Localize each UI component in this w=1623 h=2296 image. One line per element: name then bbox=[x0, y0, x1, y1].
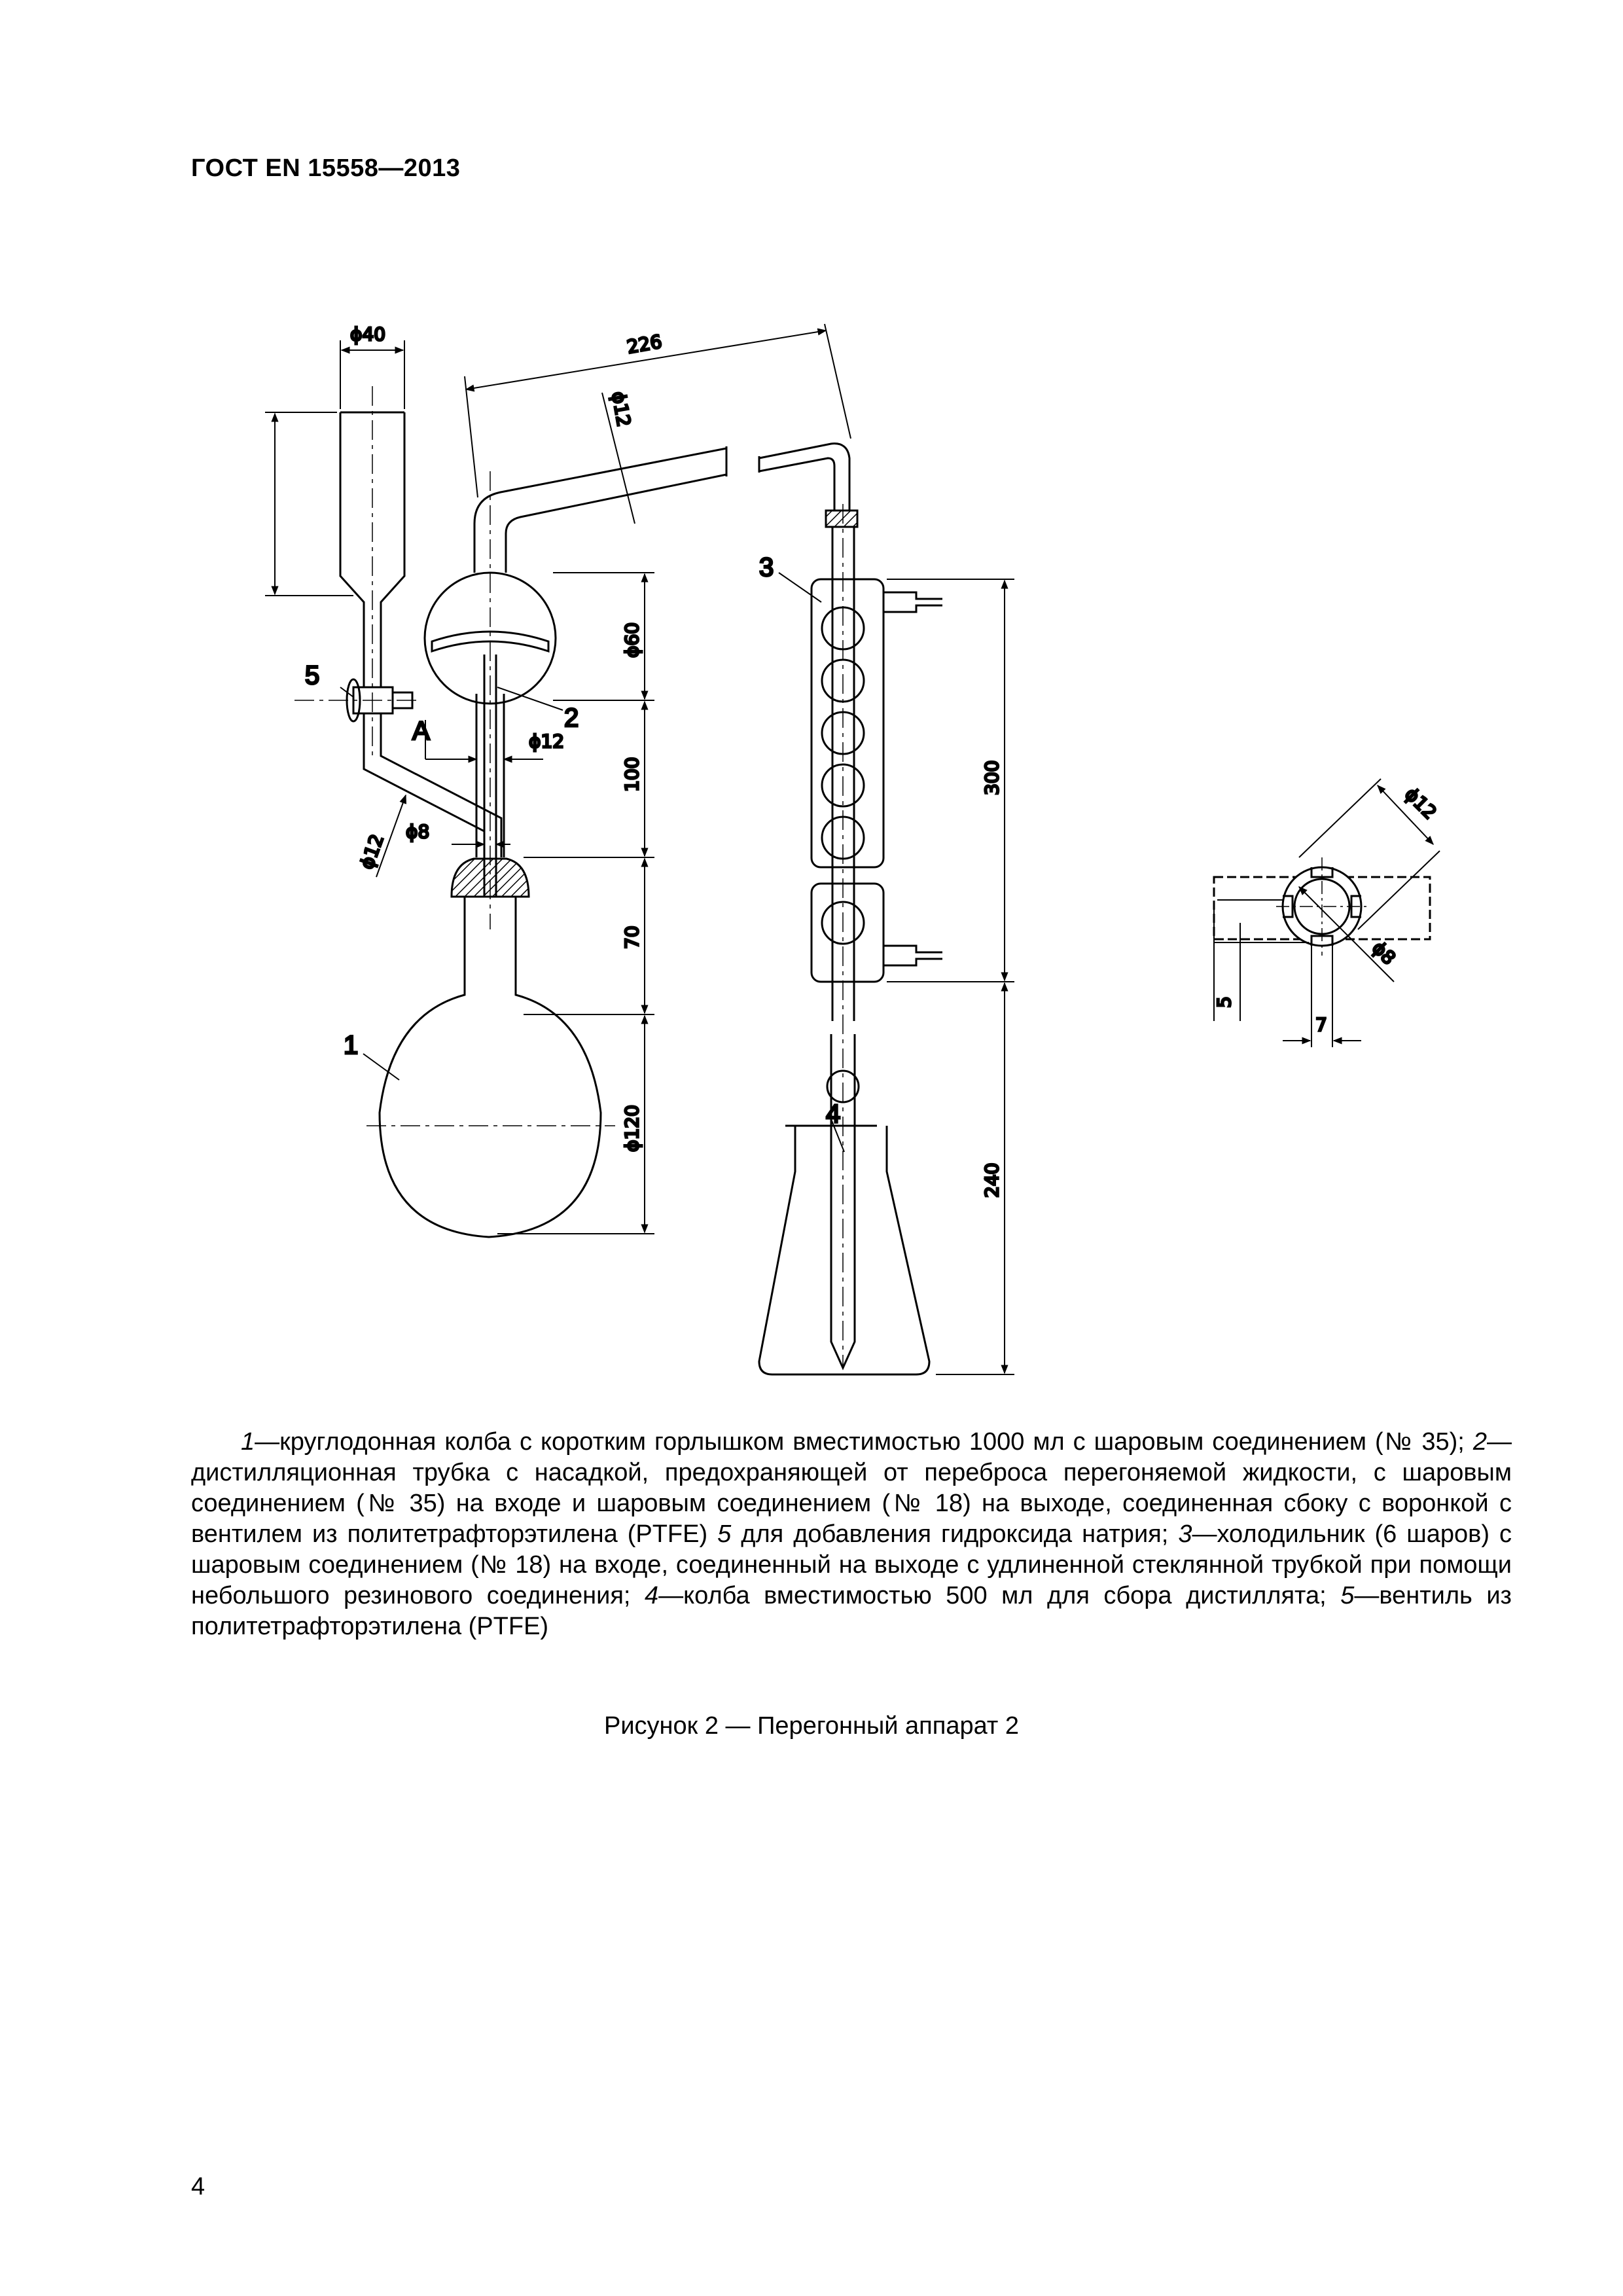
label-d40: ϕ40 bbox=[350, 323, 386, 345]
figure-title: Рисунок 2 — Перегонный аппарат 2 bbox=[603, 1712, 1019, 1740]
dim-funnel-diameter bbox=[265, 340, 404, 596]
receiving-flask bbox=[759, 1034, 929, 1374]
figure-legend bbox=[191, 1427, 1512, 1642]
label-d7-section: 7 bbox=[1315, 1014, 1327, 1035]
legend-text-1: —круглодонная колба с коротким горлышком вместимостью 1000 мл с шаровым соединением (№ 35); bbox=[255, 1428, 1473, 1456]
legend-num-4: 4 bbox=[644, 1582, 659, 1609]
label-d240: 240 bbox=[981, 1162, 1003, 1198]
label-d12-section: ϕ12 bbox=[1400, 783, 1441, 824]
dropping-funnel bbox=[294, 386, 501, 857]
label-d5-section: 5 bbox=[1213, 996, 1235, 1008]
label-d300: 300 bbox=[981, 760, 1003, 795]
callout-3: 3 bbox=[759, 553, 774, 582]
label-d8-section: ϕ8 bbox=[1368, 937, 1400, 969]
callout-2: 2 bbox=[564, 704, 579, 732]
label-d226: 226 bbox=[625, 331, 664, 358]
label-d12-left: ϕ12 bbox=[355, 831, 389, 872]
legend-text-4: —колба вместимостью 500 мл для сбора дистиллята; bbox=[658, 1582, 1341, 1609]
callout-1: 1 bbox=[344, 1031, 359, 1060]
legend-text-2-tail: для добавления гидроксида натрия; bbox=[731, 1520, 1179, 1548]
legend-ref-5: 5 bbox=[717, 1520, 732, 1548]
legend-text-3: —холодильник (6 шаров) с шаровым соединением (№ 18) на входе, соединенный на выходе с удлиненной стеклянной трубкой при помощи небольшого резинового соединения; bbox=[191, 1520, 1512, 1609]
label-d12-top: ϕ12 bbox=[607, 389, 635, 429]
label-d100: 100 bbox=[621, 757, 643, 792]
vertical-dimensions bbox=[340, 324, 1014, 1374]
label-d60: ϕ60 bbox=[621, 622, 643, 658]
callout-a: A bbox=[412, 717, 430, 745]
legend-num-1: 1 bbox=[241, 1428, 255, 1456]
round-bottom-flask bbox=[366, 897, 615, 1237]
legend-num-3: 3 bbox=[1178, 1520, 1192, 1548]
page-number: 4 bbox=[191, 2173, 205, 2200]
section-view-a bbox=[1214, 779, 1440, 1047]
label-d120: ϕ120 bbox=[621, 1105, 643, 1152]
callout-5: 5 bbox=[305, 661, 320, 690]
legend-num-2: 2 bbox=[1472, 1428, 1487, 1456]
callout-4: 4 bbox=[826, 1100, 841, 1128]
legend-text-2: —дистилляционная трубка с насадкой, предохраняющей от переброса перегоняемой жидкости, с шаровым соединением (№ 35) на входе и шаровым соединением (№ 18) на выходе, соединенная сбоку с воронкой с вентилем из политетрафторэтилена (PTFE) bbox=[191, 1428, 1512, 1548]
document-header: ГОСТ EN 15558—2013 bbox=[191, 154, 461, 182]
legend-text-5: —вентиль из политетрафторэтилена (PTFE) bbox=[191, 1582, 1512, 1640]
label-d70: 70 bbox=[621, 925, 643, 949]
legend-num-5: 5 bbox=[1340, 1582, 1355, 1609]
label-d8-left: ϕ8 bbox=[406, 821, 430, 842]
label-d12-mid: ϕ12 bbox=[529, 730, 565, 752]
